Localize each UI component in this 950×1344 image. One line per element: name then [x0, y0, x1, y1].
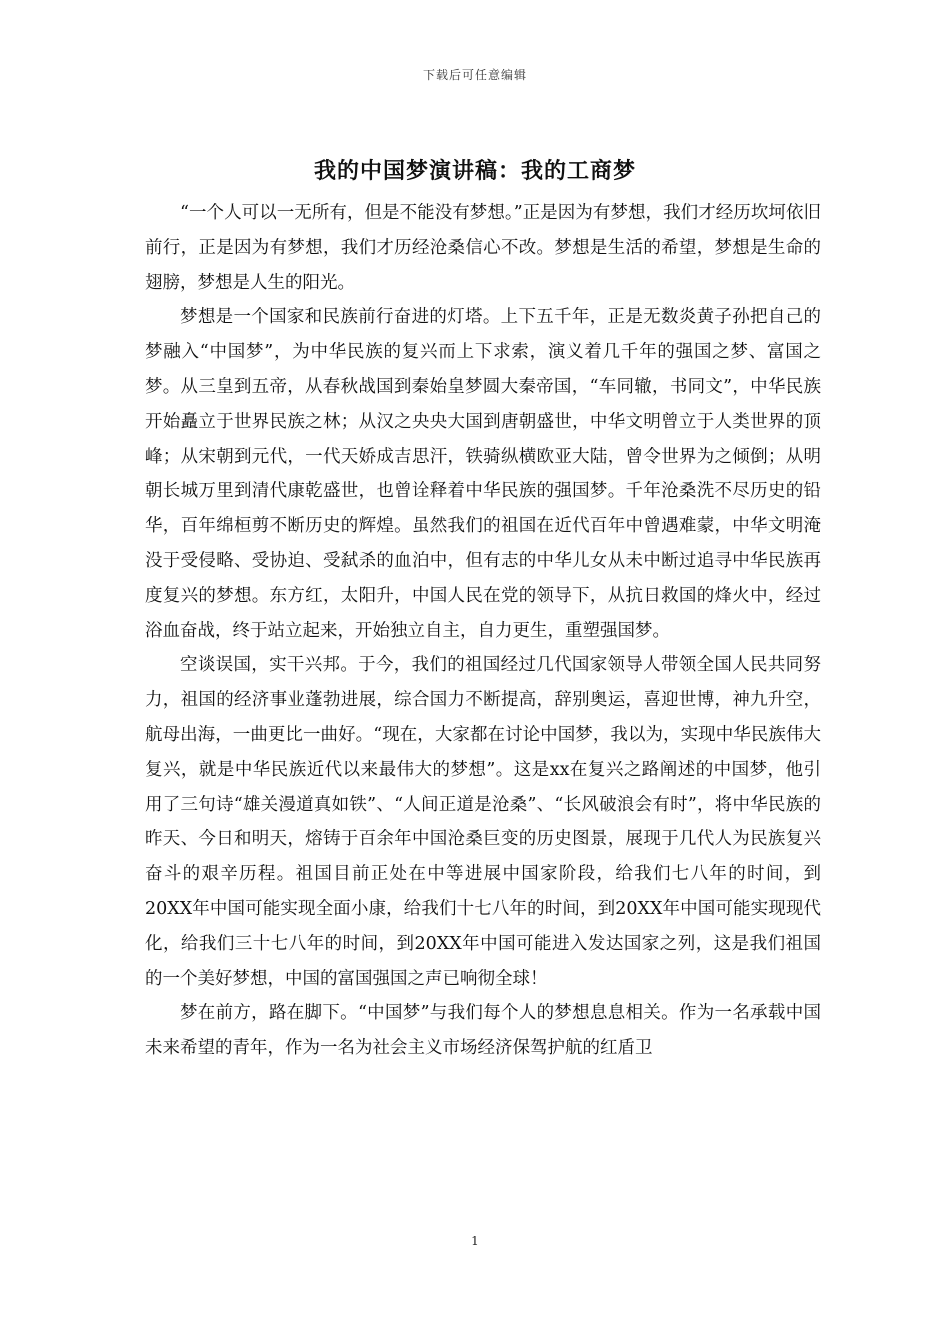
header-note: 下载后可任意编辑 [422, 68, 527, 82]
page-number: 1 [471, 1234, 479, 1248]
page-title: 我的中国梦演讲稿：我的工商梦 [313, 158, 636, 184]
paragraph: “一个人可以一无所有，但是不能没有梦想。”正是因为有梦想，我们才经历坎坷依旧前行，正是因为有梦想，我们才历经沧桑信心不改。梦想是生活的希望，梦想是生命的翅膀，梦想是人生的阳光。 [145, 203, 821, 293]
paragraph: 梦想是一个国家和民族前行奋进的灯塔。上下五千年，正是无数炎黄子孙把自己的梦融入“中国梦”，为中华民族的复兴而上下求索，演义着几千年的强国之梦、富国之梦。从三皇到五帝，从春秋战国到秦始皇梦圆大秦帝国，“车同辙，书同文”，中华民族开始矗立于世界民族之林；从汉之央央大国到唐朝盛世，中华文明曾立于人类世界的顶峰；从宋朝到元代，一代天娇成吉思汗，铁骑纵横欧亚大陆，曾令世界为之倾倒；从明朝长城万里到清代康乾盛世，也曾诠释着中华民族的强国梦。千年沧桑洗不尽历史的铅华，百年绵桓剪不断历史的辉煌。虽然我们的祖国在近代百年中曾遇难蒙，中华文明淹没于受侵略、受协迫、受弑杀的血泊中，但有志的中华儿女从未中断过追寻中华民族再度复兴的梦想。东方红，太阳升，中国人民在党的领导下，从抗日救国的烽火中，经过浴血奋战，终于站立起来，开始独立自主，自力更生，重塑强国梦。 [145, 307, 821, 641]
document-body [145, 196, 821, 1066]
paragraph: 梦在前方，路在脚下。“中国梦”与我们每个人的梦想息息相关。作为一名承载中国未来希望的青年，作为一名为社会主义市场经济保驾护航的红盾卫 [145, 1003, 821, 1059]
paragraph: 空谈误国，实干兴邦。于今，我们的祖国经过几代国家领导人带领全国人民共同努力，祖国的经济事业蓬勃进展，综合国力不断提高，辞别奥运，喜迎世博，神九升空，航母出海，一曲更比一曲好。“现在，大家都在讨论中国梦，我以为，实现中华民族伟大复兴，就是中华民族近代以来最伟大的梦想”。这是xx在复兴之路阐述的中国梦，他引用了三句诗“雄关漫道真如铁”、“人间正道是沧桑”、“长风破浪会有时”，将中华民族的昨天、今日和明天，熔铸于百余年中国沧桑巨变的历史图景，展现于几代人为民族复兴奋斗的艰辛历程。祖国目前正处在中等进展中国家阶段，给我们七八年的时间，到20XX年中国可能实现全面小康，给我们十七八年的时间，到20XX年中国可能实现现代化，给我们三十七八年的时间，到20XX年中国可能进入发达国家之列，这是我们祖国的一个美好梦想，中国的富国强国之声已响彻全球！ [145, 655, 821, 989]
